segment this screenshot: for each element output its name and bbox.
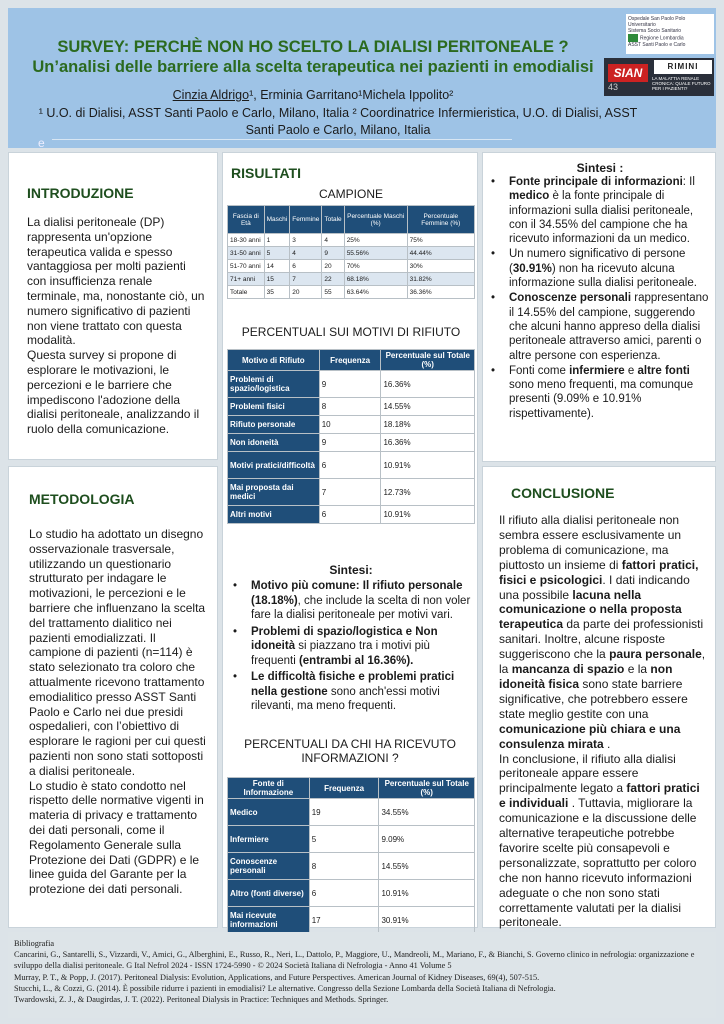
sample-table-cell: 31-50 anni	[228, 247, 265, 260]
info-table-row	[228, 799, 475, 826]
refusal-table-header: Percentuale sul Totale (%)	[381, 350, 475, 371]
info-table-cell: Medico	[228, 799, 310, 826]
sample-table-header: Percentuale Maschi (%)	[344, 206, 407, 234]
info-table-row	[228, 826, 475, 853]
refusal-table	[227, 349, 475, 524]
refusal-table-cell: Altri motivi	[228, 506, 320, 524]
refusal-table-cell: Rifiuto personale	[228, 416, 320, 434]
info-table-cell: Altro (fonti diverse)	[228, 880, 310, 907]
refusal-table-row	[228, 416, 475, 434]
sample-table-cell: 4	[290, 247, 322, 260]
refusal-table-row	[228, 434, 475, 452]
results-title: RISULTATI	[231, 165, 301, 181]
sample-table-header: Maschi	[264, 206, 290, 234]
info-table-cell: 5	[309, 826, 379, 853]
info-table-row	[228, 907, 475, 934]
sample-table-cell: 70%	[344, 260, 407, 273]
sample-table-cell: 30%	[407, 260, 474, 273]
results-panel	[222, 152, 478, 928]
info-table-cell: Mai ricevute informazioni	[228, 907, 310, 934]
refusal-table-cell: 16.36%	[381, 371, 475, 398]
info-table-cell: 14.55%	[379, 853, 475, 880]
sample-table-cell: Totale	[228, 286, 265, 299]
sample-table-cell: 4	[322, 234, 344, 247]
info-table-cell: 34.55%	[379, 799, 475, 826]
congress-tagline: LA MALATTIA RENALE CRONICA: QUALE FUTURO PER I PAZIENTI?	[652, 76, 711, 91]
methodology-title: METODOLOGIA	[29, 491, 135, 507]
info-table-cell: 9.09%	[379, 826, 475, 853]
refusal-table-row	[228, 506, 475, 524]
refusal-table-cell: Mai proposta dai medici	[228, 479, 320, 506]
asst-logo: Ospedale San Paolo Polo Universitario Sistema Socio Sanitario Regione Lombardia ASST Santi Paolo e Carlo	[626, 14, 714, 54]
sample-table-cell: 5	[264, 247, 290, 260]
refusal-table-cell: Non idoneità	[228, 434, 320, 452]
sample-table-cell: 35	[264, 286, 290, 299]
sample-table-cell: 31.82%	[407, 273, 474, 286]
refusal-table-cell: Motivi pratici/difficoltà	[228, 452, 320, 479]
sample-table-cell: 68.18%	[344, 273, 407, 286]
sample-table-row	[228, 234, 475, 247]
info-table-title: PERCENTUALI DA CHI HA RICEVUTO INFORMAZIONI ?	[244, 737, 456, 765]
affiliations: ¹ U.O. di Dialisi, ASST Santi Paolo e Carlo, Milano, Italia ² Coordinatrice Infermieristica, U.O. di Dialisi, ASST Santi Paolo e Carlo, Milano, Italia	[38, 106, 638, 137]
refusal-table-cell: 6	[319, 452, 381, 479]
summary-item: • Un numero significativo di persone (30.91%) non ha ricevuto alcuna informazione sulla dialisi peritoneale.	[483, 247, 713, 290]
first-author: Cinzia Aldrigo	[172, 88, 250, 102]
sian-logo: SIAN	[608, 64, 648, 82]
refusal-table-cell: 10.91%	[381, 452, 475, 479]
refusal-table-row	[228, 398, 475, 416]
congress-number: 43	[608, 82, 619, 92]
mid-summary-title: Sintesi:	[329, 563, 373, 577]
conclusion-title: CONCLUSIONE	[511, 485, 615, 501]
refusal-table-row	[228, 452, 475, 479]
sample-title: CAMPIONE	[318, 187, 383, 201]
sample-table-cell: 20	[322, 260, 344, 273]
summary-panel	[482, 152, 716, 462]
poster-title: SURVEY: PERCHÈ NON HO SCELTO LA DIALISI PERITONEALE ?	[57, 38, 569, 56]
refusal-table-row	[228, 479, 475, 506]
sample-table-row	[228, 273, 475, 286]
sample-table-cell: 1	[264, 234, 290, 247]
sample-table-cell: 44.44%	[407, 247, 474, 260]
summary-item: • Fonte principale di informazioni: Il medico è la fonte principale di informazioni sulla dialisi peritoneale, con il 34.55% del campione che ha ricevuto informazioni da un medico.	[483, 175, 713, 246]
bibliography	[14, 938, 710, 1005]
header-divider	[52, 139, 512, 140]
summary-item: • Fonti come infermiere e altre fonti sono meno frequenti, ma comunque presenti (9.09% e 10.91% rispettivamente).	[483, 364, 713, 421]
methodology-panel	[8, 466, 218, 928]
sample-table-cell: 20	[290, 286, 322, 299]
bibliography-ref: Stucchi, L., & Cozzi, G. (2014). È possibile ridurre i pazienti in emodialisi? Le alternative. Congresso della Sezione Lombarda della Società Italiana di Nefrologia.	[14, 983, 556, 993]
bibliography-title: Bibliografia	[14, 939, 55, 948]
conclusion-panel	[482, 466, 716, 928]
sample-table-cell: 3	[290, 234, 322, 247]
info-table-header: Frequenza	[309, 778, 379, 799]
refusal-table-header: Motivo di Rifiuto	[228, 350, 320, 371]
sample-table-cell: 15	[264, 273, 290, 286]
bibliography-ref: Murray, P. T., & Popp, J. (2017). Peritoneal Dialysis: Evolution, Applications, and Future Perspectives. American Journal of Kidney Diseases, 69(4), 507-515.	[14, 972, 540, 982]
sample-table-header: Totale	[322, 206, 344, 234]
congress-logo	[604, 58, 714, 96]
refusal-table-cell: 12.73%	[381, 479, 475, 506]
header-mark: e	[38, 136, 45, 150]
sample-table-cell: 36.36%	[407, 286, 474, 299]
authors	[8, 88, 618, 102]
sample-table-cell: 6	[290, 260, 322, 273]
bibliography-panel	[8, 932, 716, 1018]
conclusion-text: Il rifiuto alla dialisi peritoneale non sembra essere esclusivamente un problema di comunicazione, ma piuttosto un insieme di fattori pratici, fisici e psicologici. I dati indicando una possibile lacuna nella comunicazione o nella proposta terapeutica da parte dei professionisti sanitari. Inoltre, alcune risposte suggeriscono che la paura personale, la mancanza di spazio e la non idoneità fisica sono state barriere significative, che potrebbero essere state meglio gestite con una comunicazione più chiara e una consulenza mirata . In conclusione, il rifiuto alla dialisi peritoneale appare essere principalmente legato a fattori pratici e individuali . Tuttavia, migliorare la comunicazione e la discussione delle alternative terapeutiche potrebbe favorire scelte più consapevoli e personalizzate, soprattutto per coloro che non hanno ricevuto informazioni adeguate o che non sono stati correttamente valutati per la dialisi peritoneale.	[499, 513, 706, 930]
sample-table-cell: 14	[264, 260, 290, 273]
sample-table-header: Femmine	[290, 206, 322, 234]
sample-table-row	[228, 247, 475, 260]
mid-summary-item: • Le difficoltà fisiche e problemi pratici nella gestione sono anch'essi motivi rilevanti, ma meno frequenti.	[225, 670, 473, 714]
info-table-cell: 30.91%	[379, 907, 475, 934]
bibliography-ref: Cancarini, G., Santarelli, S., Vizzardi, V., Amici, G., Alberghini, E., Russo, R., Neri, L., Dattolo, P., Maggiore, U., Mandreoli, M., Mariano, F., & Bianchi, S. Governo clinico in nefrologia: organizzazione e sviluppo della dialisi peritoneale. G Ital Nefrol 2024 - ISSN 1724-5990 - © 2024 Società Italiana di Nefrologia - Anno 41 Volume 5	[14, 950, 695, 971]
summary-list	[483, 175, 713, 422]
refusal-table-cell: 10	[319, 416, 381, 434]
refusal-table-header: Frequenza	[319, 350, 381, 371]
info-table-cell: Conoscenze personali	[228, 853, 310, 880]
intro-title: INTRODUZIONE	[27, 185, 134, 201]
refusal-table-cell: 16.36%	[381, 434, 475, 452]
info-table-cell: 17	[309, 907, 379, 934]
sample-table	[227, 205, 475, 299]
refusal-table-cell: Problemi fisici	[228, 398, 320, 416]
info-table	[227, 777, 475, 934]
info-table-header: Percentuale sul Totale (%)	[379, 778, 475, 799]
sample-table-cell: 63.64%	[344, 286, 407, 299]
info-table-cell: 10.91%	[379, 880, 475, 907]
info-table-cell: Infermiere	[228, 826, 310, 853]
refusal-table-cell: 14.55%	[381, 398, 475, 416]
sample-table-cell: 55	[322, 286, 344, 299]
intro-text: La dialisi peritoneale (DP) rappresenta un'opzione terapeutica valida e spesso vantaggiosa per molti pazienti con insufficienza renale terminale, ma, nonostante ciò, un numero significativo di pazienti non viene trattato con questa modalità. Questa survey si propone di esplorare le motivazioni, le percezioni e le barriere che impediscono l'adozione della dialisi peritoneale, analizzando il ruolo della comunicazione.	[27, 215, 205, 437]
intro-panel	[8, 152, 218, 460]
refusal-table-cell: Problemi di spazio/logistica	[228, 371, 320, 398]
mid-summary-list	[225, 579, 473, 716]
info-table-cell: 8	[309, 853, 379, 880]
refusal-table-cell: 8	[319, 398, 381, 416]
sample-table-cell: 22	[322, 273, 344, 286]
refusal-table-row	[228, 371, 475, 398]
sample-table-cell: 25%	[344, 234, 407, 247]
refusal-table-cell: 9	[319, 371, 381, 398]
lombardia-icon	[628, 34, 638, 42]
refusal-table-cell: 6	[319, 506, 381, 524]
info-table-header: Fonte di Informazione	[228, 778, 310, 799]
info-table-row	[228, 853, 475, 880]
refusal-table-title: PERCENTUALI SUI MOTIVI DI RIFIUTO	[241, 325, 461, 339]
sample-table-cell: 7	[290, 273, 322, 286]
sample-table-row	[228, 260, 475, 273]
info-table-cell: 6	[309, 880, 379, 907]
mid-summary-item: • Problemi di spazio/logistica e Non idoneità si piazzano tra i motivi più frequenti (entrambi al 16.36%).	[225, 625, 473, 669]
bibliography-ref: Twardowski, Z. J., & Daugirdas, J. T. (2022). Peritoneal Dialysis in Practice: Techniques and Methods. Springer.	[14, 995, 389, 1005]
refusal-table-cell: 18.18%	[381, 416, 475, 434]
sample-table-cell: 75%	[407, 234, 474, 247]
refusal-table-cell: 9	[319, 434, 381, 452]
sample-table-cell: 18-30 anni	[228, 234, 265, 247]
sample-table-cell: 51-70 anni	[228, 260, 265, 273]
info-table-cell: 19	[309, 799, 379, 826]
refusal-table-cell: 7	[319, 479, 381, 506]
sample-table-row	[228, 286, 475, 299]
other-authors: ¹, Erminia Garritano¹Michela Ippolito²	[249, 88, 454, 102]
sample-table-header: Fascia di Età	[228, 206, 265, 234]
sample-table-cell: 9	[322, 247, 344, 260]
sample-table-cell: 55.56%	[344, 247, 407, 260]
methodology-text: Lo studio ha adottato un disegno osservazionale trasversale, utilizzando un questionario strutturato per indagare le motivazioni, le percezioni e le barriere che influenzano la scelta del trattamento dialitico nei pazienti emodializzati. Il campione di pazienti (n=114) è stato selezionato tra coloro che attualmente ricevono trattamento emodialitico presso ASST Santi Paolo e Carlo nei due presidi ospedalieri, con l’obiettivo di esplorare le ragioni per cui questi pazienti non sono stati sottoposti a dialisi peritoneale. Lo studio è stato condotto nel rispetto delle normative vigenti in materia di privacy e trattamento dei dati personali, come il Regolamento Generale sulla Protezione dei Dati (GDPR) e le linee guida del Garante per la protezione dei dati personali.	[29, 527, 206, 897]
info-table-row	[228, 880, 475, 907]
mid-summary-item: • Motivo più comune: Il rifiuto personale (18.18%), che include la scelta di non voler fare la dialisi peritoneale per motivi vari.	[225, 579, 473, 623]
summary-item: • Conoscenze personali rappresentano il 14.55% del campione, suggerendo che alcuni hanno appreso della dialisi peritoneale attraverso amici, parenti o altre persone con esperienza.	[483, 291, 713, 362]
summary-title: Sintesi :	[576, 161, 624, 175]
sample-table-header: Percentuale Femmine (%)	[407, 206, 474, 234]
sample-table-cell: 71+ anni	[228, 273, 265, 286]
refusal-table-cell: 10.91%	[381, 506, 475, 524]
poster-subtitle: Un’analisi delle barriere alla scelta terapeutica nei pazienti in emodialisi	[32, 58, 594, 76]
rimini-label: RIMINI	[654, 60, 712, 74]
